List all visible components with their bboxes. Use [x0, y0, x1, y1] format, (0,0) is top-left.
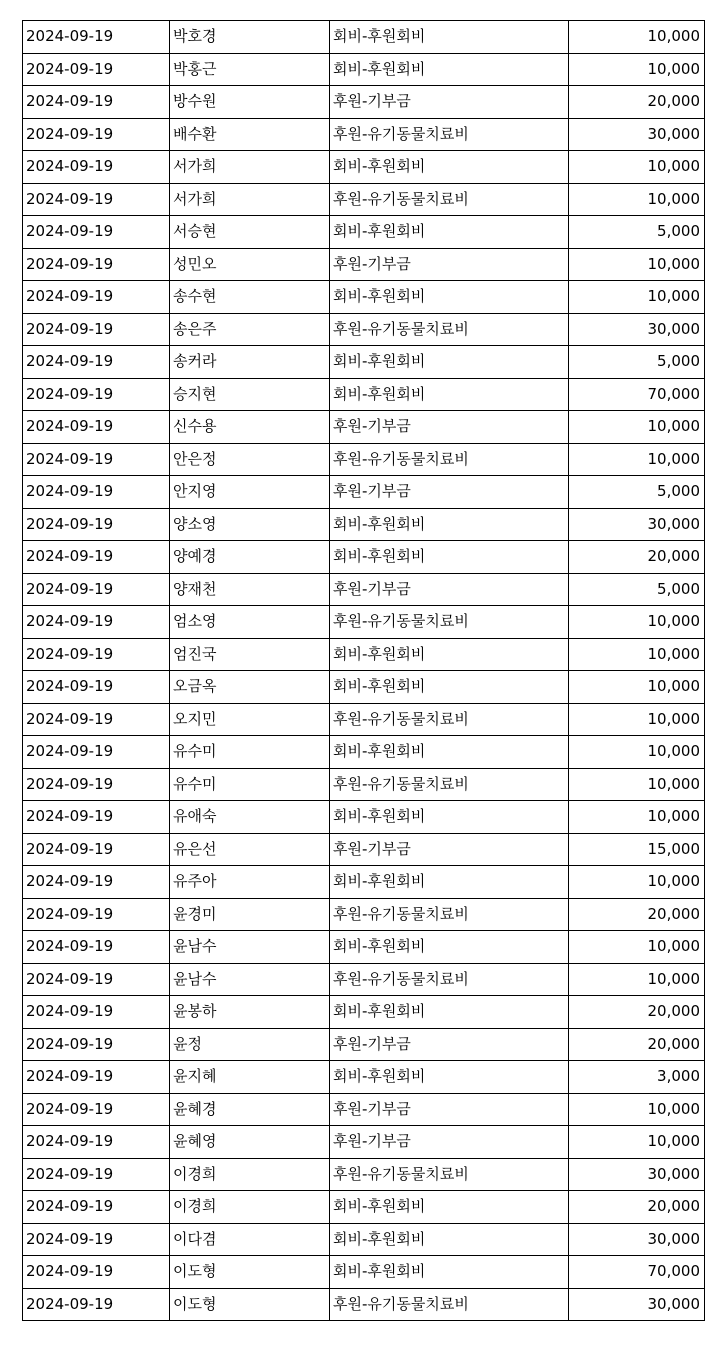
- date-cell: 2024-09-19: [23, 1191, 170, 1224]
- category-cell: 회비-후원회비: [330, 866, 569, 899]
- donor-name-cell: 윤남수: [170, 963, 330, 996]
- category-cell: 회비-후원회비: [330, 281, 569, 314]
- category-cell: 후원-유기동물치료비: [330, 963, 569, 996]
- amount-cell: 10,000: [569, 931, 705, 964]
- category-cell: 회비-후원회비: [330, 801, 569, 834]
- donor-name-cell: 배수환: [170, 118, 330, 151]
- amount-cell: 5,000: [569, 476, 705, 509]
- donor-name-cell: 이도형: [170, 1288, 330, 1321]
- date-cell: 2024-09-19: [23, 21, 170, 54]
- amount-cell: 10,000: [569, 21, 705, 54]
- category-cell: 후원-기부금: [330, 248, 569, 281]
- category-cell: 회비-후원회비: [330, 1256, 569, 1289]
- date-cell: 2024-09-19: [23, 1256, 170, 1289]
- date-cell: 2024-09-19: [23, 248, 170, 281]
- donor-name-cell: 이도형: [170, 1256, 330, 1289]
- date-cell: 2024-09-19: [23, 1158, 170, 1191]
- donor-name-cell: 양재천: [170, 573, 330, 606]
- amount-cell: 5,000: [569, 573, 705, 606]
- donor-name-cell: 박호경: [170, 21, 330, 54]
- date-cell: 2024-09-19: [23, 183, 170, 216]
- amount-cell: 30,000: [569, 1223, 705, 1256]
- category-cell: 후원-유기동물치료비: [330, 443, 569, 476]
- category-cell: 회비-후원회비: [330, 53, 569, 86]
- donor-name-cell: 양소영: [170, 508, 330, 541]
- amount-cell: 10,000: [569, 151, 705, 184]
- date-cell: 2024-09-19: [23, 1223, 170, 1256]
- category-cell: 회비-후원회비: [330, 996, 569, 1029]
- date-cell: 2024-09-19: [23, 216, 170, 249]
- donor-name-cell: 송커라: [170, 346, 330, 379]
- amount-cell: 10,000: [569, 183, 705, 216]
- amount-cell: 5,000: [569, 216, 705, 249]
- date-cell: 2024-09-19: [23, 411, 170, 444]
- category-cell: 후원-기부금: [330, 1126, 569, 1159]
- donor-name-cell: 오금옥: [170, 671, 330, 704]
- table-row: [23, 638, 705, 671]
- table-row: [23, 183, 705, 216]
- date-cell: 2024-09-19: [23, 931, 170, 964]
- amount-cell: 20,000: [569, 541, 705, 574]
- donor-name-cell: 이경희: [170, 1191, 330, 1224]
- donor-name-cell: 윤혜영: [170, 1126, 330, 1159]
- table-row: [23, 1061, 705, 1094]
- date-cell: 2024-09-19: [23, 508, 170, 541]
- date-cell: 2024-09-19: [23, 963, 170, 996]
- table-row: [23, 1158, 705, 1191]
- amount-cell: 30,000: [569, 1158, 705, 1191]
- date-cell: 2024-09-19: [23, 151, 170, 184]
- date-cell: 2024-09-19: [23, 898, 170, 931]
- donor-name-cell: 유애숙: [170, 801, 330, 834]
- category-cell: 회비-후원회비: [330, 21, 569, 54]
- table-row: [23, 248, 705, 281]
- date-cell: 2024-09-19: [23, 1028, 170, 1061]
- category-cell: 후원-유기동물치료비: [330, 183, 569, 216]
- amount-cell: 10,000: [569, 606, 705, 639]
- table-row: [23, 541, 705, 574]
- table-row: [23, 931, 705, 964]
- date-cell: 2024-09-19: [23, 313, 170, 346]
- donor-name-cell: 방수원: [170, 86, 330, 119]
- table-row: [23, 1191, 705, 1224]
- table-row: [23, 346, 705, 379]
- date-cell: 2024-09-19: [23, 1288, 170, 1321]
- table-row: [23, 216, 705, 249]
- amount-cell: 20,000: [569, 1028, 705, 1061]
- category-cell: 후원-기부금: [330, 1093, 569, 1126]
- date-cell: 2024-09-19: [23, 996, 170, 1029]
- category-cell: 회비-후원회비: [330, 736, 569, 769]
- date-cell: 2024-09-19: [23, 736, 170, 769]
- donor-name-cell: 엄진국: [170, 638, 330, 671]
- date-cell: 2024-09-19: [23, 281, 170, 314]
- table-row: [23, 86, 705, 119]
- amount-cell: 15,000: [569, 833, 705, 866]
- category-cell: 회비-후원회비: [330, 931, 569, 964]
- donor-name-cell: 유수미: [170, 768, 330, 801]
- amount-cell: 20,000: [569, 86, 705, 119]
- amount-cell: 30,000: [569, 1288, 705, 1321]
- table-row: [23, 1126, 705, 1159]
- amount-cell: 10,000: [569, 443, 705, 476]
- amount-cell: 10,000: [569, 1093, 705, 1126]
- table-row: [23, 963, 705, 996]
- donor-name-cell: 윤지혜: [170, 1061, 330, 1094]
- table-row: [23, 1256, 705, 1289]
- category-cell: 후원-유기동물치료비: [330, 703, 569, 736]
- table-row: [23, 833, 705, 866]
- table-row: [23, 1223, 705, 1256]
- date-cell: 2024-09-19: [23, 476, 170, 509]
- table-row: [23, 53, 705, 86]
- date-cell: 2024-09-19: [23, 1126, 170, 1159]
- amount-cell: 10,000: [569, 281, 705, 314]
- table-row: [23, 703, 705, 736]
- date-cell: 2024-09-19: [23, 541, 170, 574]
- category-cell: 후원-유기동물치료비: [330, 118, 569, 151]
- category-cell: 회비-후원회비: [330, 378, 569, 411]
- category-cell: 후원-유기동물치료비: [330, 768, 569, 801]
- category-cell: 후원-기부금: [330, 573, 569, 606]
- donor-name-cell: 안지영: [170, 476, 330, 509]
- amount-cell: 10,000: [569, 638, 705, 671]
- table-row: [23, 151, 705, 184]
- amount-cell: 10,000: [569, 801, 705, 834]
- date-cell: 2024-09-19: [23, 86, 170, 119]
- date-cell: 2024-09-19: [23, 671, 170, 704]
- category-cell: 회비-후원회비: [330, 1191, 569, 1224]
- date-cell: 2024-09-19: [23, 1061, 170, 1094]
- amount-cell: 20,000: [569, 996, 705, 1029]
- category-cell: 후원-유기동물치료비: [330, 313, 569, 346]
- amount-cell: 3,000: [569, 1061, 705, 1094]
- table-row: [23, 736, 705, 769]
- table-row: [23, 378, 705, 411]
- date-cell: 2024-09-19: [23, 53, 170, 86]
- date-cell: 2024-09-19: [23, 833, 170, 866]
- amount-cell: 10,000: [569, 736, 705, 769]
- amount-cell: 10,000: [569, 703, 705, 736]
- amount-cell: 10,000: [569, 1126, 705, 1159]
- donor-name-cell: 안은정: [170, 443, 330, 476]
- table-row: [23, 1288, 705, 1321]
- category-cell: 회비-후원회비: [330, 1223, 569, 1256]
- category-cell: 후원-기부금: [330, 476, 569, 509]
- amount-cell: 10,000: [569, 248, 705, 281]
- date-cell: 2024-09-19: [23, 1093, 170, 1126]
- table-row: [23, 801, 705, 834]
- amount-cell: 10,000: [569, 671, 705, 704]
- amount-cell: 10,000: [569, 768, 705, 801]
- amount-cell: 10,000: [569, 963, 705, 996]
- donor-name-cell: 엄소영: [170, 606, 330, 639]
- donor-name-cell: 윤경미: [170, 898, 330, 931]
- donor-name-cell: 송수현: [170, 281, 330, 314]
- donor-name-cell: 오지민: [170, 703, 330, 736]
- table-row: [23, 508, 705, 541]
- donor-name-cell: 송은주: [170, 313, 330, 346]
- amount-cell: 30,000: [569, 313, 705, 346]
- table-row: [23, 476, 705, 509]
- category-cell: 후원-기부금: [330, 411, 569, 444]
- category-cell: 후원-유기동물치료비: [330, 1288, 569, 1321]
- date-cell: 2024-09-19: [23, 703, 170, 736]
- donor-name-cell: 윤정: [170, 1028, 330, 1061]
- category-cell: 회비-후원회비: [330, 1061, 569, 1094]
- category-cell: 회비-후원회비: [330, 151, 569, 184]
- category-cell: 후원-유기동물치료비: [330, 606, 569, 639]
- amount-cell: 20,000: [569, 1191, 705, 1224]
- donor-name-cell: 이다겸: [170, 1223, 330, 1256]
- date-cell: 2024-09-19: [23, 638, 170, 671]
- donor-name-cell: 서승현: [170, 216, 330, 249]
- donor-name-cell: 양예경: [170, 541, 330, 574]
- amount-cell: 10,000: [569, 53, 705, 86]
- donor-name-cell: 신수용: [170, 411, 330, 444]
- table-row: [23, 996, 705, 1029]
- date-cell: 2024-09-19: [23, 606, 170, 639]
- donor-name-cell: 유주아: [170, 866, 330, 899]
- category-cell: 회비-후원회비: [330, 541, 569, 574]
- category-cell: 회비-후원회비: [330, 638, 569, 671]
- table-row: [23, 313, 705, 346]
- amount-cell: 70,000: [569, 378, 705, 411]
- donor-name-cell: 승지현: [170, 378, 330, 411]
- category-cell: 회비-후원회비: [330, 671, 569, 704]
- table-row: [23, 1093, 705, 1126]
- date-cell: 2024-09-19: [23, 378, 170, 411]
- category-cell: 후원-기부금: [330, 1028, 569, 1061]
- table-row: [23, 671, 705, 704]
- donor-name-cell: 윤봉하: [170, 996, 330, 1029]
- table-row: [23, 573, 705, 606]
- category-cell: 회비-후원회비: [330, 508, 569, 541]
- donor-name-cell: 서가희: [170, 183, 330, 216]
- donor-name-cell: 윤남수: [170, 931, 330, 964]
- donor-name-cell: 유은선: [170, 833, 330, 866]
- table-row: [23, 1028, 705, 1061]
- category-cell: 후원-유기동물치료비: [330, 1158, 569, 1191]
- table-row: [23, 443, 705, 476]
- date-cell: 2024-09-19: [23, 768, 170, 801]
- table-row: [23, 281, 705, 314]
- date-cell: 2024-09-19: [23, 346, 170, 379]
- category-cell: 후원-기부금: [330, 833, 569, 866]
- amount-cell: 10,000: [569, 866, 705, 899]
- table-row: [23, 768, 705, 801]
- table-row: [23, 866, 705, 899]
- amount-cell: 20,000: [569, 898, 705, 931]
- date-cell: 2024-09-19: [23, 801, 170, 834]
- donor-name-cell: 박홍근: [170, 53, 330, 86]
- donor-name-cell: 유수미: [170, 736, 330, 769]
- donor-name-cell: 성민오: [170, 248, 330, 281]
- donor-name-cell: 윤혜경: [170, 1093, 330, 1126]
- category-cell: 후원-기부금: [330, 86, 569, 119]
- donor-name-cell: 이경희: [170, 1158, 330, 1191]
- amount-cell: 30,000: [569, 508, 705, 541]
- amount-cell: 30,000: [569, 118, 705, 151]
- amount-cell: 70,000: [569, 1256, 705, 1289]
- date-cell: 2024-09-19: [23, 118, 170, 151]
- ledger-body: [23, 21, 705, 1321]
- category-cell: 후원-유기동물치료비: [330, 898, 569, 931]
- amount-cell: 5,000: [569, 346, 705, 379]
- table-row: [23, 21, 705, 54]
- date-cell: 2024-09-19: [23, 443, 170, 476]
- donor-name-cell: 서가희: [170, 151, 330, 184]
- amount-cell: 10,000: [569, 411, 705, 444]
- category-cell: 회비-후원회비: [330, 216, 569, 249]
- date-cell: 2024-09-19: [23, 573, 170, 606]
- category-cell: 회비-후원회비: [330, 346, 569, 379]
- table-row: [23, 606, 705, 639]
- table-row: [23, 411, 705, 444]
- table-row: [23, 118, 705, 151]
- table-row: [23, 898, 705, 931]
- date-cell: 2024-09-19: [23, 866, 170, 899]
- donation-ledger-table: [22, 20, 705, 1321]
